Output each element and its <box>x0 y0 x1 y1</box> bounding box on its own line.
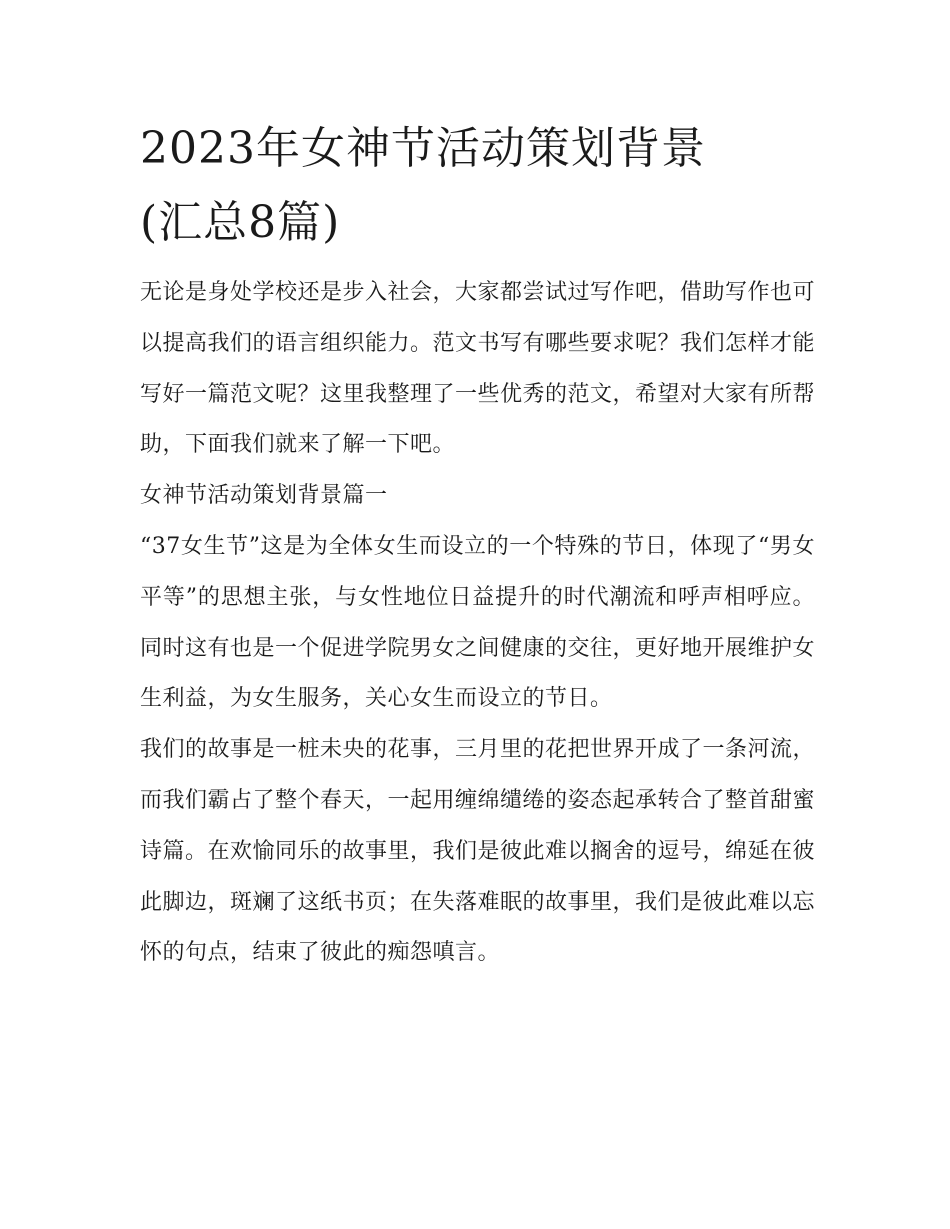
document-title <box>140 112 815 260</box>
document-body <box>140 112 815 979</box>
title-line-2: (汇总8篇) <box>140 197 341 248</box>
body-paragraph-2: 我们的故事是一桩未央的花事，三月里的花把世界开成了一条河流，而我们霸占了整个春天，一起用缠绵缱绻的姿态起承转合了整首甜蜜诗篇。在欢愉同乐的故事里，我们是彼此难以搁舍的逗号，绵延在彼此脚边，斑斓了这纸书页；在失落难眠的故事里，我们是彼此难以忘怀的句点，结束了彼此的痴怨嗔言。 <box>140 737 816 966</box>
body-paragraph-1: “37女生节”这是为全体女生而设立的一个特殊的节日，体现了“男女平等”的思想主张，与女性地位日益提升的时代潮流和呼声相呼应。同时这有也是一个促进学院男女之间健康的交往，更好地开展维护女生利益，为女生服务，关心女生而设立的节日。 <box>140 533 816 712</box>
section-heading: 女神节活动策划背景篇一 <box>140 483 388 509</box>
title-line-1: 2023年女神节活动策划背景 <box>140 123 706 174</box>
intro-paragraph: 无论是身处学校还是步入社会，大家都尝试过写作吧，借助写作也可以提高我们的语言组织能力。范文书写有哪些要求呢？我们怎样才能写好一篇范文呢？这里我整理了一些优秀的范文，希望对大家有所帮助，下面我们就来了解一下吧。 <box>140 280 816 458</box>
